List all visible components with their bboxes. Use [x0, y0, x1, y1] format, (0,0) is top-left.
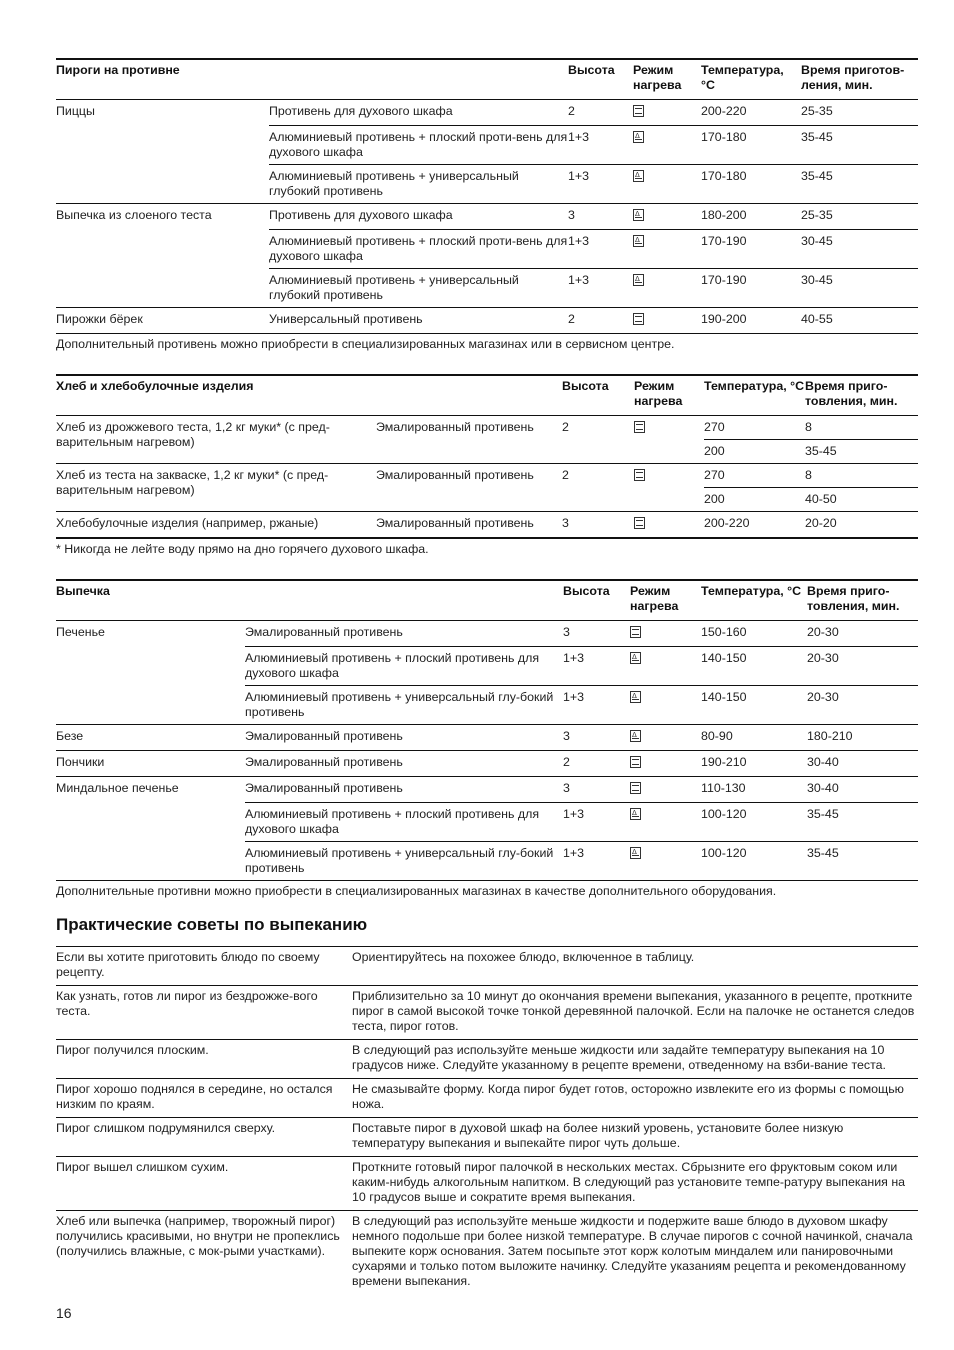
- hot-air-icon: [630, 691, 641, 703]
- pies-on-tray-table: [56, 58, 918, 334]
- bakeware: Эмалированный противень: [376, 420, 534, 434]
- table-row: [56, 751, 918, 777]
- bread-section: [56, 374, 918, 557]
- col-height: Высота: [562, 379, 609, 393]
- dish: Пончики: [56, 755, 105, 769]
- bakeware: Алюминиевый противень + универсальный глу-бокий противень: [245, 842, 563, 881]
- temp: 100-120: [701, 803, 807, 842]
- col-temp: Температура, °C: [701, 584, 802, 598]
- hot-air-icon: [633, 131, 644, 143]
- temp: 170-180: [701, 126, 801, 165]
- temp: 200-220: [701, 104, 747, 118]
- table-row: [56, 621, 918, 647]
- top-bottom-heat-icon: [634, 469, 645, 481]
- bakeware: Эмалированный противень: [245, 755, 403, 769]
- table-title: Пироги на противне: [56, 63, 180, 77]
- bakeware: Эмалированный противень: [245, 781, 403, 795]
- dish: Выпечка из слоеного теста: [56, 208, 212, 222]
- hot-air-icon: [633, 209, 644, 221]
- time: 20-30: [807, 686, 918, 725]
- pies-on-tray-section: [56, 58, 918, 352]
- table-footnote: * Никогда не лейте воду прямо на дно горячего духового шкафа.: [56, 542, 429, 556]
- dish: Хлебобулочные изделия (например, ржаные): [56, 516, 319, 530]
- hot-air-icon: [630, 730, 641, 742]
- height: 1+3: [563, 686, 630, 725]
- time: 20-20: [805, 516, 837, 530]
- time: 25-35: [801, 208, 833, 222]
- table-row: [56, 204, 918, 230]
- tip-row: [56, 986, 918, 1040]
- table-row: [56, 464, 918, 488]
- temp: 190-210: [701, 755, 747, 769]
- top-bottom-heat-icon: [633, 313, 644, 325]
- height: 1+3: [563, 647, 630, 686]
- top-bottom-heat-icon: [630, 782, 641, 794]
- height: 3: [563, 729, 570, 743]
- height: 3: [568, 208, 575, 222]
- bakeware: Противень для духового шкафа: [269, 104, 453, 118]
- top-bottom-heat-icon: [634, 517, 645, 529]
- hot-air-icon: [630, 847, 641, 859]
- table-title: Хлеб и хлебобулочные изделия: [56, 379, 254, 393]
- temp: 200: [704, 440, 805, 464]
- tip-row: [56, 1157, 918, 1211]
- temp: 140-150: [701, 647, 807, 686]
- pastry-section: [56, 579, 918, 899]
- temp: 140-150: [701, 686, 807, 725]
- height: 1+3: [563, 803, 630, 842]
- top-bottom-heat-icon: [630, 626, 641, 638]
- time: 40-55: [801, 312, 833, 326]
- tip-row: [56, 1040, 918, 1079]
- table-row: [56, 777, 918, 803]
- height: 2: [562, 468, 569, 482]
- time: 35-45: [807, 842, 918, 881]
- top-bottom-heat-icon: [630, 756, 641, 768]
- table-row: [56, 512, 918, 539]
- bakeware: Противень для духового шкафа: [269, 208, 453, 222]
- dish: Пирожки бёрек: [56, 312, 143, 326]
- page: [56, 58, 918, 1294]
- height: 3: [563, 781, 570, 795]
- bakeware: Алюминиевый противень + универсальный глубокий противень: [269, 165, 568, 204]
- hot-air-icon: [630, 808, 641, 820]
- tip-row: [56, 1118, 918, 1157]
- time: 20-30: [807, 647, 918, 686]
- dish: Миндальное печенье: [56, 781, 179, 795]
- bakeware: Эмалированный противень: [245, 729, 403, 743]
- temp: 170-190: [701, 230, 801, 269]
- tips-table: [56, 946, 918, 1294]
- time: 40-50: [805, 488, 918, 512]
- bakeware: Алюминиевый противень + универсальный глубокий противень: [269, 269, 568, 308]
- problem: Хлеб или выпечка (например, творожный пирог) получились красивыми, но внутри не пропеклись (получились влажные, с мок-рыми участками).: [56, 1214, 340, 1258]
- height: 3: [562, 516, 569, 530]
- bakeware: Эмалированный противень: [245, 625, 403, 639]
- bakeware: Алюминиевый противень + плоский проти-вень для духового шкафа: [269, 126, 568, 165]
- advice: В следующий раз используйте меньше жидкости и подержите ваше блюдо в духовом шкафу немного подольше при более низкой температуре. В случае пирогов с сочной начинкой, сначала выпеките корж основания. Затем посыпьте этот корж колотым миндалем или панировочными сухарями и только потом выложите начинку. Следуйте указаниям рецепта и рекомендованному времени выпекания.: [352, 1214, 913, 1288]
- temp: 170-190: [701, 269, 801, 308]
- temp: 100-120: [701, 842, 807, 881]
- dish: Безе: [56, 729, 84, 743]
- time: 25-35: [801, 104, 833, 118]
- table-row: [56, 725, 918, 751]
- dish: Хлеб из дрожжевого теста, 1,2 кг муки* (с пред-варительным нагревом): [56, 420, 330, 449]
- dish: Хлеб из теста на закваске, 1,2 кг муки* (с пред-варительным нагревом): [56, 468, 329, 497]
- height: 2: [563, 755, 570, 769]
- tip-row: [56, 1211, 918, 1295]
- bakeware: Эмалированный противень: [376, 516, 534, 530]
- bakeware: Алюминиевый противень + универсальный глу-бокий противень: [245, 686, 563, 725]
- problem: Как узнать, готов ли пирог из бездрожже-вого теста.: [56, 989, 318, 1018]
- section-heading: Практические советы по выпеканию: [56, 915, 368, 934]
- advice: Приблизительно за 10 минут до окончания времени выпекания, указанного в рецепте, проткните пирог в самой высокой точке тонкой деревянной палочкой. Если на палочке не останется следов теста, пирог готов.: [352, 989, 915, 1033]
- dish: Печенье: [56, 625, 105, 639]
- temp: 190-200: [701, 312, 747, 326]
- pastry-table: [56, 579, 918, 881]
- bakeware: Алюминиевый противень + плоский проти-вень для духового шкафа: [269, 230, 568, 269]
- problem: Если вы хотите приготовить блюдо по своему рецепту.: [56, 950, 320, 979]
- problem: Пирог слишком подрумянился сверху.: [56, 1121, 276, 1135]
- temp: 110-130: [701, 781, 746, 795]
- table-note: Дополнительный противень можно приобрести в специализированных магазинах или в сервисном центре.: [56, 337, 675, 351]
- col-mode: Режим нагрева: [634, 379, 683, 408]
- time: 35-45: [801, 126, 918, 165]
- col-temp: Температура, °C: [704, 379, 805, 393]
- col-mode: Режим нагрева: [633, 63, 682, 92]
- baking-tips-section: [56, 917, 918, 1294]
- temp: 200-220: [704, 516, 750, 530]
- page-number: 16: [56, 1305, 72, 1321]
- tip-row: [56, 947, 918, 986]
- time: 20-30: [807, 625, 839, 639]
- temp: 150-160: [701, 625, 747, 639]
- table-row: [56, 308, 918, 334]
- time: 35-45: [807, 803, 918, 842]
- problem: Пирог вышел слишком сухим.: [56, 1160, 229, 1174]
- bread-table: [56, 374, 918, 539]
- time: 180-210: [807, 729, 853, 743]
- problem: Пирог хорошо поднялся в середине, но остался низким по краям.: [56, 1082, 333, 1111]
- problem: Пирог получился плоским.: [56, 1043, 209, 1057]
- hot-air-icon: [633, 274, 644, 286]
- advice: В следующий раз используйте меньше жидкости или задайте температуру выпекания на 10 градусов ниже. Следуйте указанному в рецепте времени, отведенному на взби-вание теста.: [352, 1043, 887, 1072]
- height: 1+3: [568, 165, 633, 204]
- temp: 180-200: [701, 208, 747, 222]
- advice: Не смазывайте форму. Когда пирог будет готов, осторожно извлеките его из формы с помощью ножа.: [352, 1082, 904, 1111]
- height: 2: [568, 104, 575, 118]
- bakeware: Универсальный противень: [269, 312, 423, 326]
- table-title: Выпечка: [56, 584, 110, 598]
- dish: Пиццы: [56, 104, 95, 118]
- col-temp: Температура, °C: [701, 63, 784, 92]
- col-time: Время приготов-ления, мин.: [801, 63, 905, 92]
- top-bottom-heat-icon: [634, 421, 645, 433]
- time: 35-45: [801, 165, 918, 204]
- hot-air-icon: [630, 652, 641, 664]
- height: 1+3: [563, 842, 630, 881]
- time: 35-45: [805, 440, 918, 464]
- height: 1+3: [568, 126, 633, 165]
- time: 30-40: [807, 755, 839, 769]
- hot-air-icon: [633, 170, 644, 182]
- height: 2: [562, 420, 569, 434]
- advice: Поставьте пирог в духовой шкаф на более низкий уровень, установите более низкую температуру выпекания и выпекайте пирог чуть дольше.: [352, 1121, 844, 1150]
- hot-air-icon: [633, 235, 644, 247]
- table-row: [56, 100, 918, 126]
- temp: 200: [704, 488, 805, 512]
- time: 8: [805, 420, 812, 434]
- temp: 270: [704, 420, 725, 434]
- advice: Проткните готовый пирог палочкой в нескольких местах. Сбрызните его фруктовым соком или каким-нибудь алкогольным напитком. В следующий раз установите темпе-ратуру выпекания на 10 градусов выше и сократите время выпекания.: [352, 1160, 906, 1204]
- temp: 270: [704, 468, 725, 482]
- table-note: Дополнительные противни можно приобрести в специализированных магазинах в качестве дополнительного оборудования.: [56, 884, 777, 898]
- col-mode: Режим нагрева: [630, 584, 679, 613]
- height: 1+3: [568, 269, 633, 308]
- time: 30-45: [801, 230, 918, 269]
- col-height: Высота: [563, 584, 610, 598]
- advice: Ориентируйтесь на похожее блюдо, включенное в таблицу.: [352, 950, 695, 964]
- col-time: Время приго-товления, мин.: [805, 379, 898, 408]
- temp: 80-90: [701, 729, 733, 743]
- col-time: Время приго-товления, мин.: [807, 584, 900, 613]
- height: 2: [568, 312, 575, 326]
- temp: 170-180: [701, 165, 801, 204]
- table-row: [56, 416, 918, 440]
- col-height: Высота: [568, 63, 615, 77]
- bakeware: Алюминиевый противень + плоский противень для духового шкафа: [245, 647, 563, 686]
- time: 30-45: [801, 269, 918, 308]
- tip-row: [56, 1079, 918, 1118]
- bakeware: Алюминиевый противень + плоский противень для духового шкафа: [245, 803, 563, 842]
- bakeware: Эмалированный противень: [376, 468, 534, 482]
- height: 3: [563, 625, 570, 639]
- height: 1+3: [568, 230, 633, 269]
- top-bottom-heat-icon: [633, 105, 644, 117]
- time: 30-40: [807, 781, 839, 795]
- time: 8: [805, 468, 812, 482]
